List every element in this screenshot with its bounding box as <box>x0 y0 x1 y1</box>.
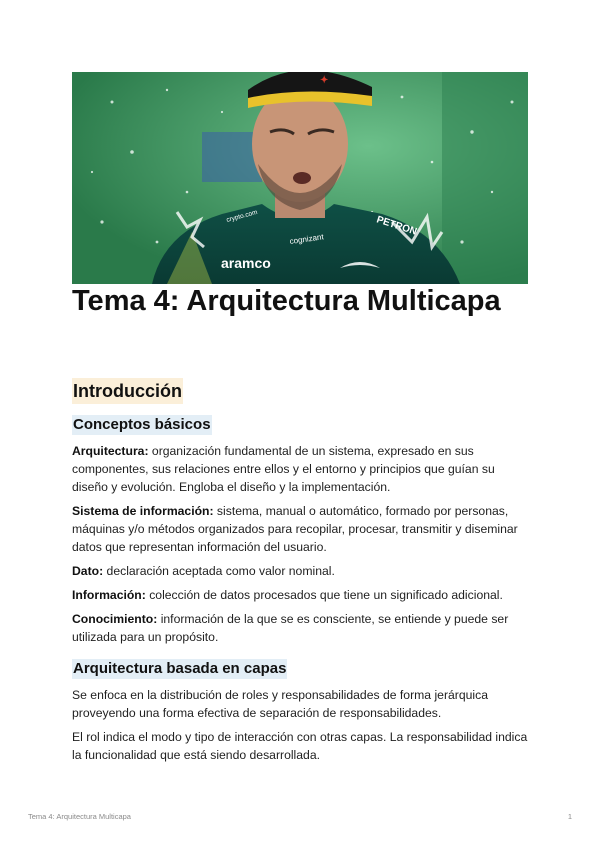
definition-term: Conocimiento: <box>72 612 158 626</box>
definition-arquitectura <box>72 442 532 497</box>
driver-photo <box>72 72 528 284</box>
heading-conceptos-basicos: Conceptos básicos <box>73 416 211 433</box>
cover-image <box>72 72 528 284</box>
definition-term: Información: <box>72 588 146 602</box>
definition-text: información de la que se es consciente, se entiende y puede ser utilizada para un propósito. <box>72 612 509 645</box>
page-title: Tema 4: Arquitectura Multicapa <box>72 285 501 317</box>
definition-text: sistema, manual o automático, formado por personas, máquinas y/o métodos organizados para recopilar, procesar, transmitir y diseminar datos que representan información del usuario. <box>72 504 518 555</box>
svg-text:✦: ✦ <box>320 75 329 86</box>
definition-dato <box>72 562 532 580</box>
definition-term: Dato: <box>72 564 104 578</box>
paragraph-capas-1: Se enfoca en la distribución de roles y responsabilidades de forma jerárquica proveyendo una forma efectiva de separación de responsabilidades. <box>72 688 488 721</box>
cognizant-logo: cognizant <box>289 232 325 246</box>
definition-informacion <box>72 586 532 604</box>
footer-page-number: 1 <box>567 812 572 821</box>
definition-conocimiento <box>72 610 532 646</box>
paragraph-capas-2: El rol indica el modo y tipo de interacción con otras capas. La responsabilidad indica la funcionalidad que está siendo desarrollada. <box>72 730 528 763</box>
crypto-logo: crypto.com <box>225 208 259 224</box>
definition-term: Sistema de información: <box>72 504 214 518</box>
footer-title: Tema 4: Arquitectura Multicapa <box>28 812 131 821</box>
definition-sistema-informacion <box>72 502 532 557</box>
definition-term: Arquitectura: <box>72 444 149 458</box>
heading-introduccion: Introducción <box>72 378 183 404</box>
petronas-logo: PETRON <box>375 214 419 238</box>
definition-text: declaración aceptada como valor nominal. <box>103 564 335 578</box>
definition-text: colección de datos procesados que tiene un significado adicional. <box>145 588 503 602</box>
aramco-logo: aramco <box>221 255 271 271</box>
definition-text: organización fundamental de un sistema, expresado en sus componentes, sus relaciones entre ellos y el entorno y principios que guían su diseño y evolución. Engloba el diseño y la implementación. <box>72 444 495 495</box>
heading-arquitectura-capas: Arquitectura basada en capas <box>73 660 287 677</box>
